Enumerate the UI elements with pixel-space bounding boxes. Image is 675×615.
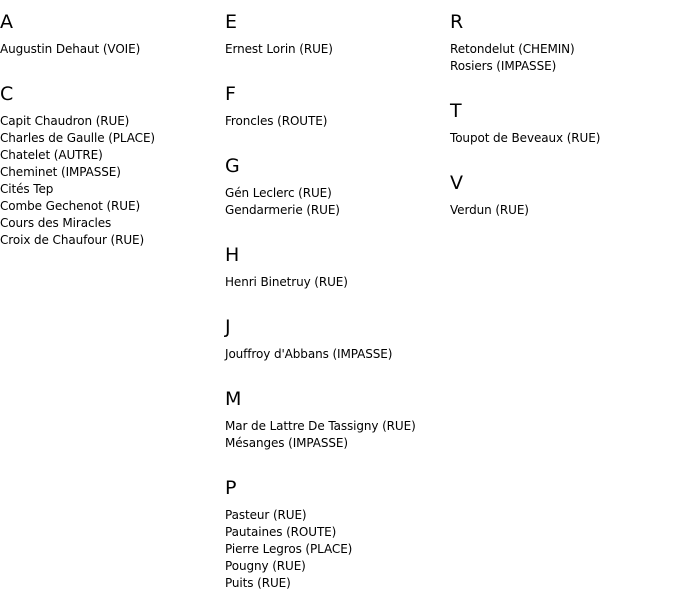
index-column-3 (450, 0, 675, 233)
letter-heading: T (450, 100, 462, 122)
street-list (450, 130, 675, 147)
street-list (225, 41, 450, 58)
street-item: Gén Leclerc (RUE) (225, 186, 332, 200)
letter-group-a (0, 0, 225, 58)
street-list (225, 507, 450, 592)
street-list (450, 202, 675, 219)
letter-heading: G (225, 155, 240, 177)
street-item: Pasteur (RUE) (225, 508, 307, 522)
letter-group-g (225, 144, 450, 219)
letter-group-t (450, 89, 675, 147)
letter-group-j (225, 305, 450, 363)
street-item: Jouffroy d'Abbans (IMPASSE) (225, 347, 393, 361)
letter-heading: C (0, 83, 14, 105)
index-column-1 (0, 0, 225, 263)
letter-group-m (225, 377, 450, 452)
street-item: Mésanges (IMPASSE) (225, 436, 348, 450)
street-item: Cours des Miracles (0, 216, 112, 230)
street-item: Henri Binetruy (RUE) (225, 275, 348, 289)
index-column-2 (225, 0, 450, 606)
street-item: Toupot de Beveaux (RUE) (450, 131, 601, 145)
street-list (225, 113, 450, 130)
street-item: Augustin Dehaut (VOIE) (0, 42, 141, 56)
street-list (225, 185, 450, 219)
street-item: Chatelet (AUTRE) (0, 148, 103, 162)
street-item: Retondelut (CHEMIN) (450, 42, 575, 56)
street-item: Cheminet (IMPASSE) (0, 165, 121, 179)
street-item: Pierre Legros (PLACE) (225, 542, 353, 556)
street-list (225, 274, 450, 291)
street-item: Combe Gechenot (RUE) (0, 199, 141, 213)
letter-group-h (225, 233, 450, 291)
street-item: Capit Chaudron (RUE) (0, 114, 130, 128)
street-item: Cités Tep (0, 182, 54, 196)
street-list (450, 41, 675, 75)
street-list (0, 41, 225, 58)
letter-heading: F (225, 83, 236, 105)
letter-heading: A (0, 11, 13, 33)
street-item: Mar de Lattre De Tassigny (RUE) (225, 419, 416, 433)
street-item: Pougny (RUE) (225, 559, 306, 573)
street-item: Croix de Chaufour (RUE) (0, 233, 145, 247)
street-list (225, 418, 450, 452)
letter-group-c (0, 72, 225, 249)
street-item: Ernest Lorin (RUE) (225, 42, 333, 56)
street-item: Gendarmerie (RUE) (225, 203, 340, 217)
street-list (0, 113, 225, 249)
street-item: Puits (RUE) (225, 576, 291, 590)
street-item: Pautaines (ROUTE) (225, 525, 337, 539)
letter-heading: H (225, 244, 240, 266)
street-item: Verdun (RUE) (450, 203, 529, 217)
letter-heading: P (225, 477, 237, 499)
letter-group-r (450, 0, 675, 75)
street-item: Froncles (ROUTE) (225, 114, 328, 128)
street-item: Charles de Gaulle (PLACE) (0, 131, 156, 145)
street-list (225, 346, 450, 363)
letter-group-p (225, 466, 450, 592)
street-item: Rosiers (IMPASSE) (450, 59, 557, 73)
letter-group-f (225, 72, 450, 130)
letter-heading: V (450, 172, 463, 194)
letter-group-v (450, 161, 675, 219)
letter-heading: E (225, 11, 238, 33)
letter-heading: R (450, 11, 464, 33)
letter-heading: J (225, 316, 231, 338)
letter-group-e (225, 0, 450, 58)
letter-heading: M (225, 388, 242, 410)
